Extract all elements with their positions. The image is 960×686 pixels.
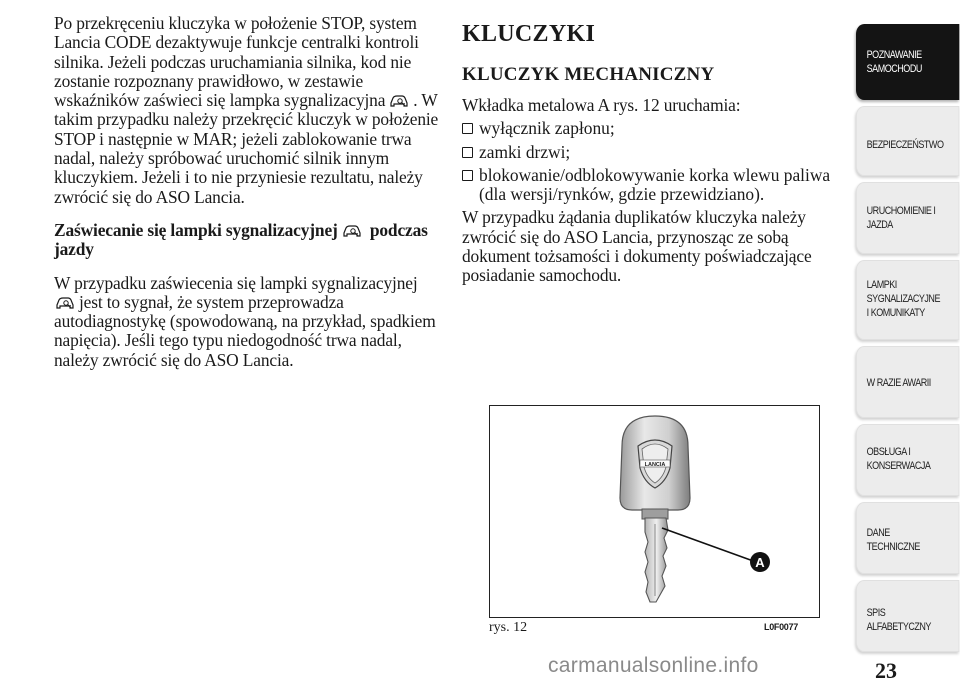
tab-spis-alfabetyczny[interactable] bbox=[856, 580, 959, 652]
tab-label: I KOMUNIKATY bbox=[866, 307, 925, 319]
tab-label: OBSŁUGA I bbox=[866, 446, 911, 458]
figure-code: L0F0077 bbox=[764, 622, 798, 632]
logo-text: LANCIA bbox=[644, 462, 666, 468]
right-column bbox=[462, 20, 837, 286]
tab-lampki-sygnalizacyjne[interactable] bbox=[856, 260, 959, 340]
paragraph-text: W przypadku zaświecenia się lampki sygnalizacyjnej bbox=[54, 272, 418, 293]
duplicate-key-paragraph: W przypadku żądania duplikatów kluczyka należy zwrócić się do ASO Lancia, przynosząc ze sobą dokument tożsamości i dokumenty poświadczające posiadanie samochodu. bbox=[462, 207, 812, 286]
tab-label: POZNAWANIE bbox=[866, 49, 922, 61]
tab-label: SPIS bbox=[866, 607, 886, 619]
left-column bbox=[54, 14, 446, 370]
key-figure bbox=[489, 405, 820, 618]
tab-label: ALFABETYCZNY bbox=[866, 621, 931, 633]
checkbox-bullet-icon bbox=[462, 147, 473, 158]
paragraph-text-end: . W takim przypadku należy przekręcić kluczyk w położenie STOP i następnie w MAR; jeżeli zablokowanie trwa nadal, należy spróbować uruchomić silnik innym kluczykiem. Jeżeli i to nie przyniesie rezultatu, należy zwrócić się do ASO Lancia. bbox=[54, 90, 439, 207]
paragraph-self-diagnosis bbox=[54, 274, 446, 370]
list-item-text: blokowanie/odblokowywanie korka wlewu paliwa (dla wersji/rynków, gdzie przewidziano). bbox=[479, 164, 831, 205]
tab-obsluga-i-konserwacja[interactable] bbox=[856, 424, 959, 496]
bullet-list bbox=[462, 119, 837, 204]
list-item-text: wyłącznik zapłonu; bbox=[479, 118, 615, 139]
car-key-warning-icon bbox=[388, 93, 410, 109]
tab-label: TECHNICZNE bbox=[866, 541, 920, 553]
paragraph-text-end: jest to sygnał, że system przeprowadza autodiagnostykę (spowodowaną, na przykład, spadkiem napięcia). Jeśli tego typu niedogodność trwa nadal, należy zwrócić się do ASO Lancia. bbox=[54, 291, 436, 370]
paragraph-text: Po przekręceniu kluczyka w położenie STOP, system Lancia CODE dezaktywuje funkcje centralki kontroli silnika. Jeżeli podczas uruchamiania silnika, kod nie zostanie rozpoznany prawidłowo, w zestawie wskaźników zaświeci się lampka sygnalizacyjna bbox=[54, 13, 419, 111]
page-number: 23 bbox=[875, 658, 897, 683]
list-item-text: zamki drzwi; bbox=[479, 141, 571, 162]
tab-uruchomienie-i-jazda[interactable] bbox=[856, 182, 959, 254]
tab-dane-techniczne[interactable] bbox=[856, 502, 959, 574]
tab-label: DANE bbox=[866, 527, 890, 539]
list-item bbox=[462, 166, 837, 205]
car-key-warning-icon bbox=[54, 295, 76, 311]
callout-line bbox=[662, 528, 756, 562]
subheading-text-end: podczas jazdy bbox=[54, 219, 428, 260]
car-key-warning-icon bbox=[341, 223, 363, 239]
list-item bbox=[462, 119, 837, 138]
tab-label: JAZDA bbox=[866, 219, 893, 231]
tab-label: SAMOCHODU bbox=[866, 63, 922, 75]
section-subtitle: KLUCZYK MECHANICZNY bbox=[462, 64, 715, 85]
paragraph-code-system bbox=[54, 14, 446, 207]
intro-text: Wkładka metalowa A rys. 12 uruchamia: bbox=[462, 95, 741, 115]
checkbox-bullet-icon bbox=[462, 170, 473, 181]
mechanical-key-illustration bbox=[490, 406, 819, 617]
subheading-warning-lamp bbox=[54, 221, 446, 260]
watermark: carmanualsonline.info bbox=[548, 654, 759, 677]
list-item bbox=[462, 143, 837, 162]
section-title: KLUCZYKI bbox=[462, 21, 596, 47]
key-blade bbox=[645, 518, 668, 602]
subheading-text: Zaświecanie się lampki sygnalizacyjnej bbox=[54, 219, 338, 240]
tab-label: KONSERWACJA bbox=[866, 460, 931, 472]
tab-label: SYGNALIZACYJNE bbox=[866, 293, 940, 305]
tab-label: LAMPKI bbox=[866, 279, 897, 291]
callout-label: A bbox=[755, 555, 765, 570]
tab-label: URUCHOMIENIE I bbox=[866, 205, 936, 217]
tab-label: BEZPIECZEŃSTWO bbox=[866, 139, 944, 151]
checkbox-bullet-icon bbox=[462, 123, 473, 134]
tab-poznawanie-samochodu[interactable] bbox=[856, 24, 959, 100]
figure-caption: rys. 12 bbox=[489, 620, 528, 635]
tab-w-razie-awarii[interactable] bbox=[856, 346, 959, 418]
tab-label: W RAZIE AWARII bbox=[866, 377, 931, 389]
tab-bezpieczenstwo[interactable] bbox=[856, 106, 959, 176]
